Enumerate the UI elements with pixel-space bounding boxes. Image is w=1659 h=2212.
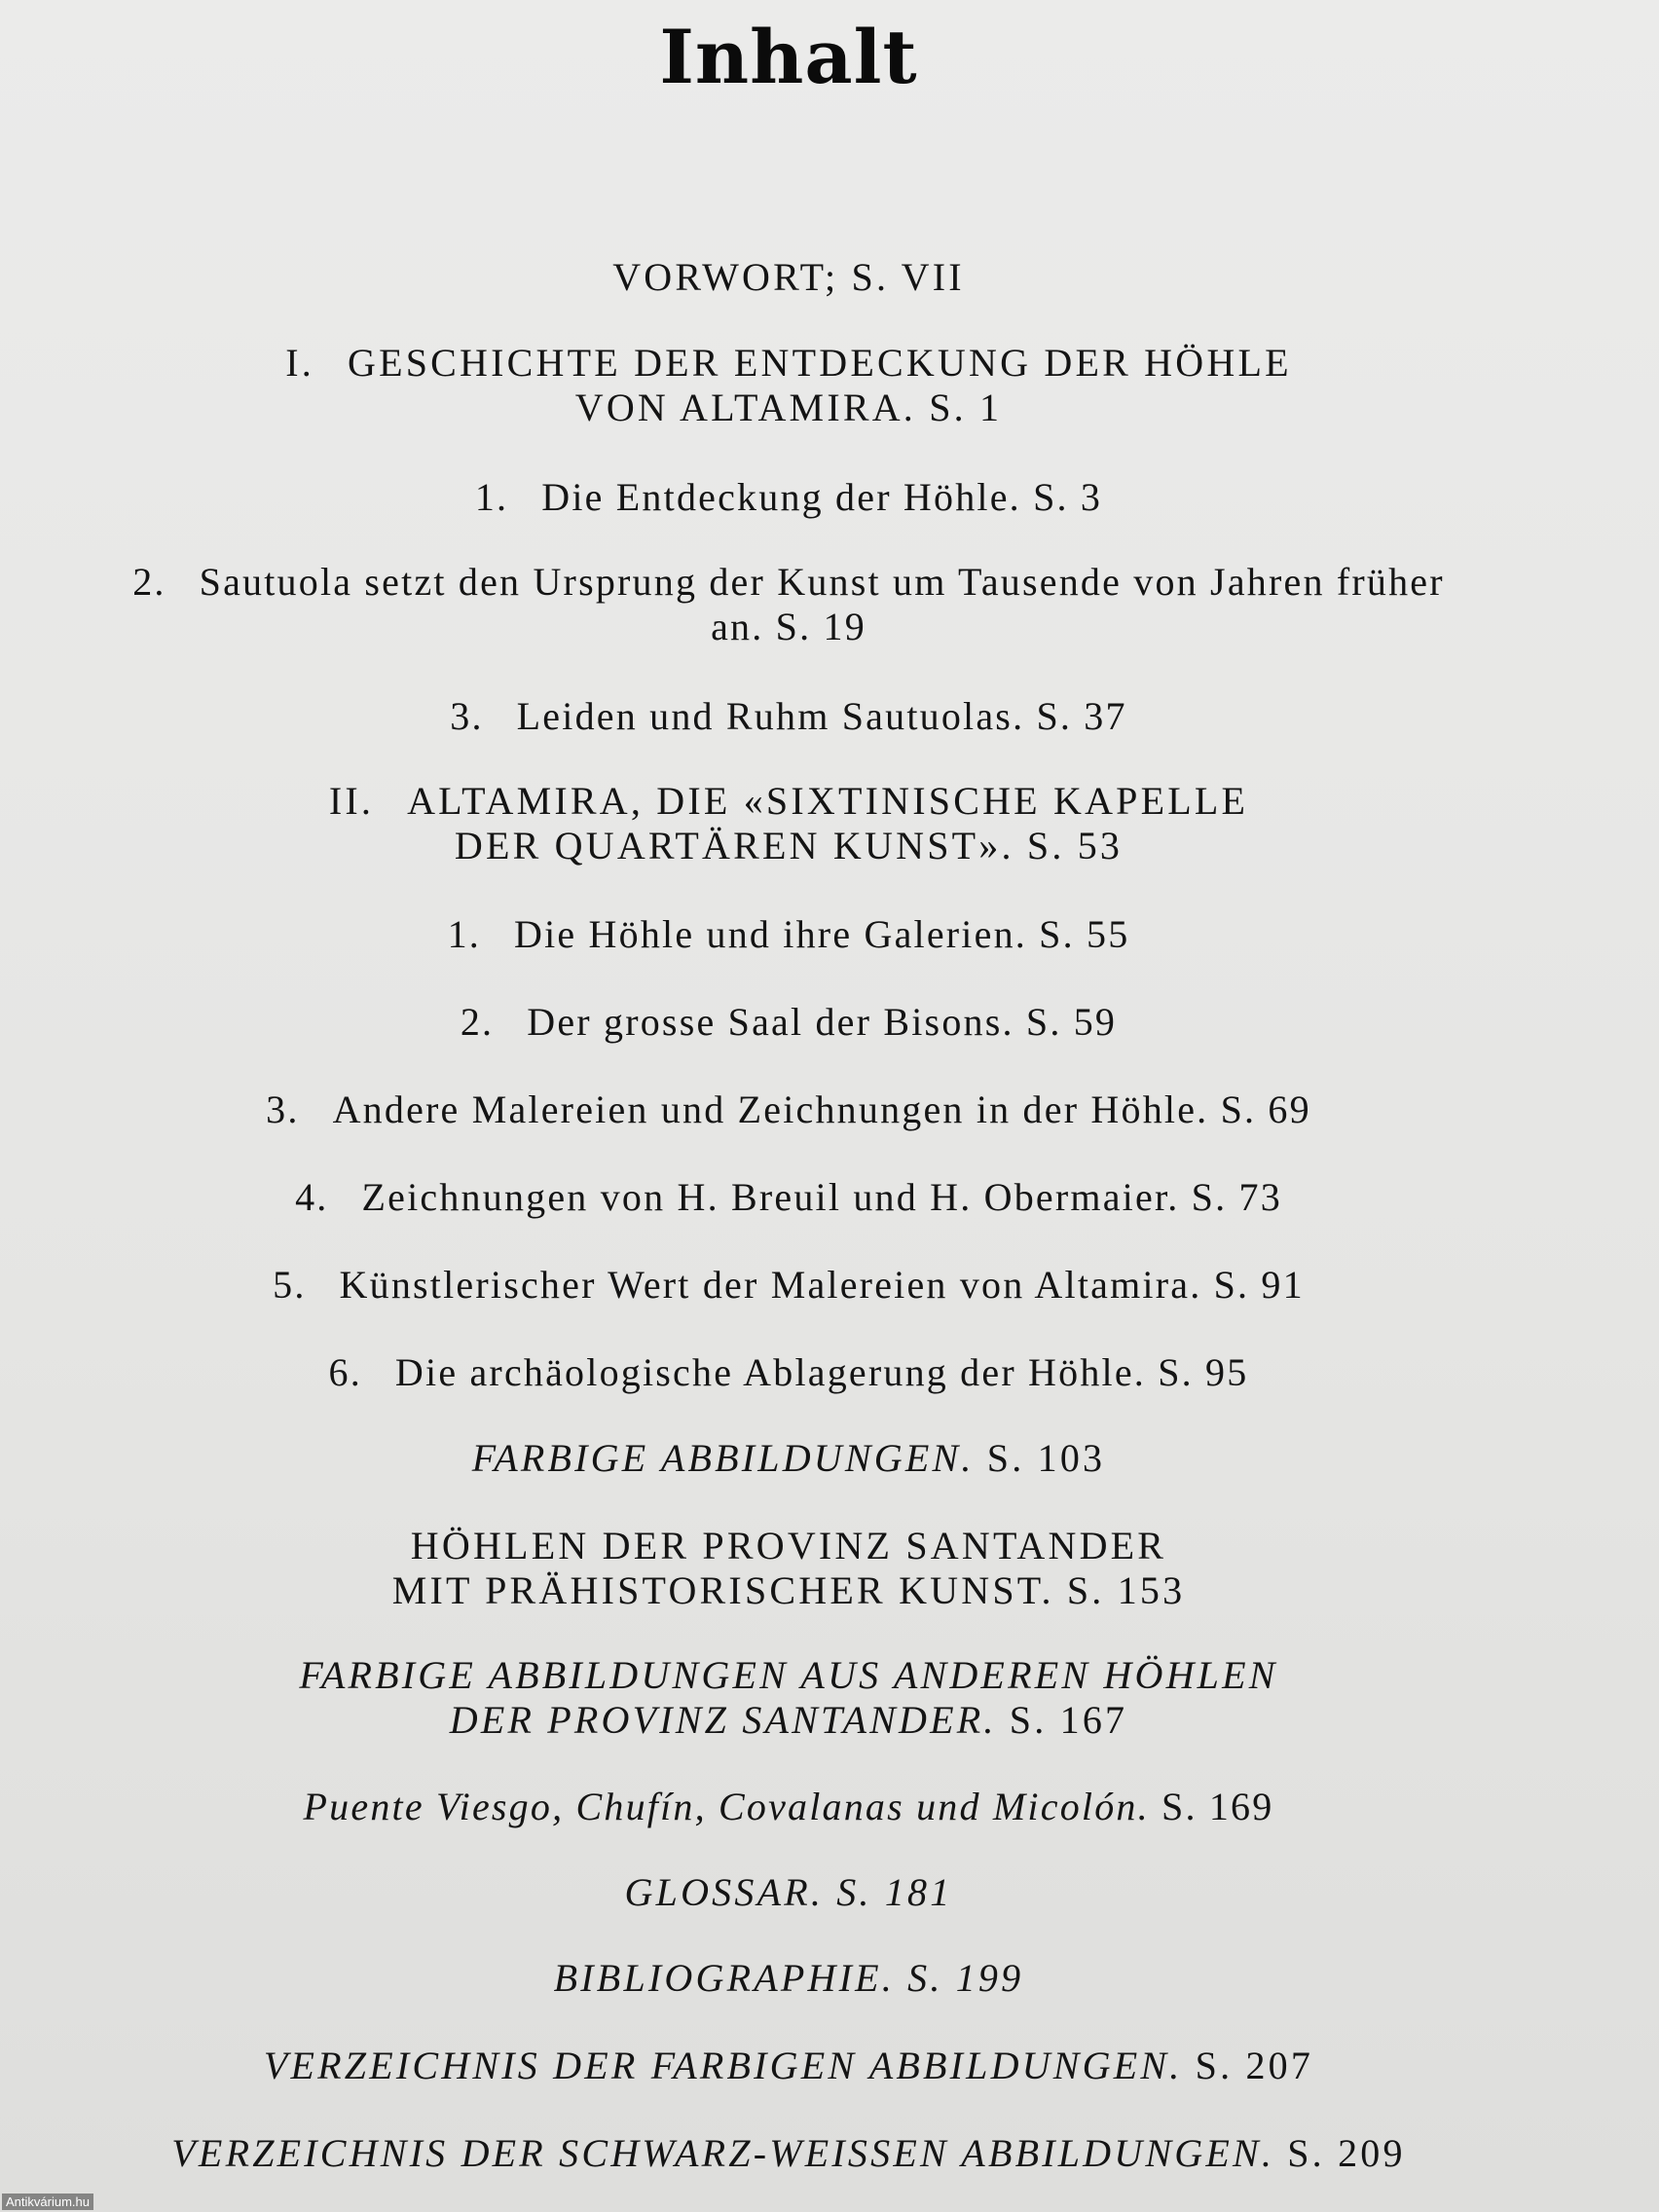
toc-entry-page: S. 103 — [986, 1436, 1106, 1480]
toc-entry-number: 2. — [132, 560, 166, 604]
toc-entry-text: Leiden und Ruhm Sautuolas. S. 37 — [516, 694, 1127, 738]
toc-entry-text: HÖHLEN DER PROVINZ SANTANDER — [410, 1524, 1167, 1567]
toc-entry-bw-index — [0, 2131, 1577, 2176]
toc-entry-text: FARBIGE ABBILDUNGEN AUS ANDEREN HÖHLEN — [299, 1653, 1278, 1697]
toc-entry-text-line2: MIT PRÄHISTORISCHER KUNST. S. 153 — [391, 1568, 1186, 1612]
toc-entry-text: VERZEICHNIS DER SCHWARZ-WEISSEN ABBILDUNGEN. — [171, 2131, 1275, 2175]
toc-entry-1-2 — [0, 560, 1577, 649]
toc-entry-number: I. — [285, 341, 314, 385]
toc-entry-number: 4. — [295, 1175, 329, 1219]
toc-entry-other-caves-plates — [0, 1653, 1577, 1743]
toc-entry-1-1 — [0, 475, 1577, 520]
toc-entry-text-line2: VON ALTAMIRA. S. 1 — [574, 386, 1003, 429]
toc-entry-number: 1. — [447, 912, 481, 956]
toc-entry-number: 3. — [450, 694, 484, 738]
toc-entry-text-line2: DER PROVINZ SANTANDER. — [449, 1698, 997, 1742]
toc-entry-santander-caves — [0, 1524, 1577, 1613]
toc-entry-caves-list — [0, 1785, 1577, 1829]
toc-entry-part-1 — [0, 341, 1577, 430]
toc-entry-page: S. 167 — [1009, 1698, 1128, 1742]
toc-entry-text: GLOSSAR. S. 181 — [624, 1870, 953, 1914]
toc-entry-text: Andere Malereien und Zeichnungen in der Höhle. S. 69 — [332, 1088, 1311, 1131]
toc-entry-text: FARBIGE ABBILDUNGEN. — [471, 1436, 975, 1480]
toc-entry-page: S. 207 — [1195, 2044, 1314, 2087]
toc-entry-number: 3. — [266, 1088, 300, 1131]
toc-entry-text: Sautuola setzt den Ursprung der Kunst um Tausende von Jahren früher — [199, 560, 1445, 604]
watermark: Antikvárium.hu — [2, 2194, 93, 2210]
toc-entry-text: Die Höhle und ihre Galerien. S. 55 — [513, 912, 1130, 956]
toc-entry-color-index — [0, 2044, 1577, 2088]
toc-entry-page: S. 209 — [1287, 2131, 1406, 2175]
toc-entry-2-5 — [0, 1263, 1577, 1308]
toc-entry-text: VORWORT; S. VII — [612, 255, 965, 299]
toc-entry-text: BIBLIOGRAPHIE. S. 199 — [553, 1956, 1024, 2000]
toc-entry-text: Zeichnungen von H. Breuil und H. Obermaier. S. 73 — [361, 1175, 1282, 1219]
toc-entry-page: S. 169 — [1161, 1785, 1274, 1828]
toc-entry-part-2 — [0, 779, 1577, 868]
toc-entry-bibliography — [0, 1956, 1577, 2001]
toc-entry-text: Der grosse Saal der Bisons. S. 59 — [527, 1000, 1118, 1044]
toc-entry-text-line2: DER QUARTÄREN KUNST». S. 53 — [454, 824, 1124, 867]
toc-entry-number: 5. — [273, 1263, 307, 1307]
toc-entry-text: Die archäologische Ablagerung der Höhle. S. 95 — [394, 1350, 1249, 1394]
toc-entry-text-line2: an. S. 19 — [711, 605, 866, 648]
toc-entry-number: 2. — [460, 1000, 495, 1044]
toc-entry-text: VERZEICHNIS DER FARBIGEN ABBILDUNGEN. — [263, 2044, 1183, 2087]
toc-entry-number: 6. — [328, 1350, 362, 1394]
toc-entry-number: II. — [328, 779, 375, 823]
toc-entry-text: Puente Viesgo, Chufín, Covalanas und Micolón. — [303, 1785, 1150, 1828]
toc-entry-2-1 — [0, 912, 1577, 957]
toc-entry-text: Künstlerischer Wert der Malereien von Altamira. S. 91 — [339, 1263, 1305, 1307]
page-title: Inhalt — [659, 14, 918, 100]
toc-entry-2-4 — [0, 1175, 1577, 1220]
toc-entry-2-3 — [0, 1088, 1577, 1132]
toc-entry-vorwort — [0, 255, 1577, 300]
toc-entry-number: 1. — [474, 475, 509, 519]
toc-entry-text: ALTAMIRA, DIE «SIXTINISCHE KAPELLE — [407, 779, 1249, 823]
toc-entry-glossary — [0, 1870, 1577, 1915]
toc-entry-text: GESCHICHTE DER ENTDECKUNG DER HÖHLE — [348, 341, 1292, 385]
toc-entry-text: Die Entdeckung der Höhle. S. 3 — [541, 475, 1103, 519]
toc-entry-2-2 — [0, 1000, 1577, 1045]
toc-entry-2-6 — [0, 1350, 1577, 1395]
toc-entry-color-plates — [0, 1436, 1577, 1481]
toc-entry-1-3 — [0, 694, 1577, 739]
